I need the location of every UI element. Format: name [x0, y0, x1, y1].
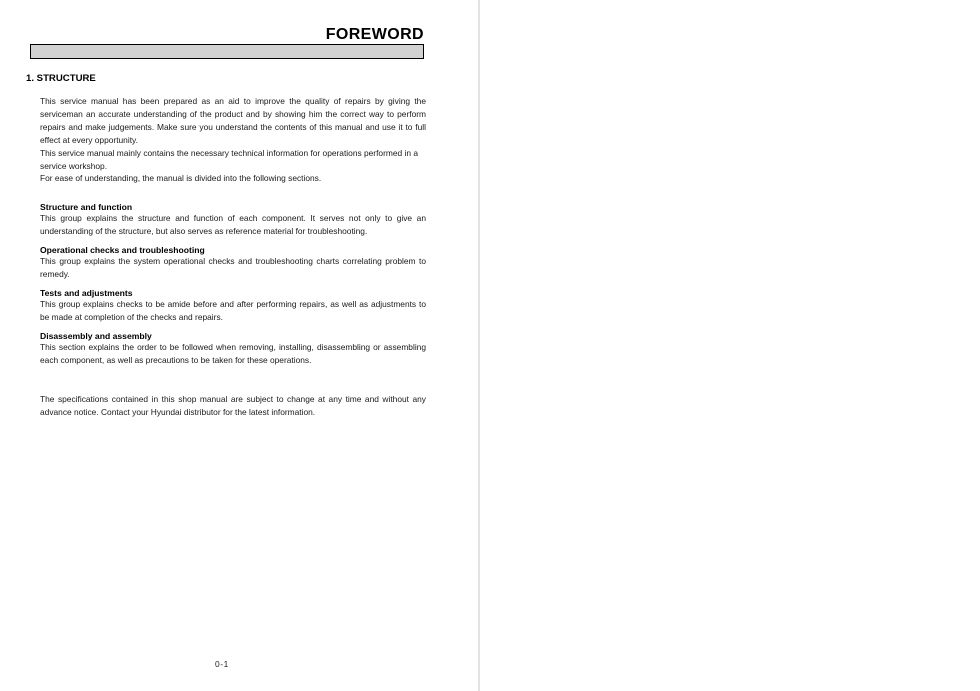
subsection-text-structure-function: This group explains the structure and function of each component. It serves not only to give an understanding of the structure, but also serves as reference material for troubleshooting.: [40, 213, 426, 237]
page-right: [480, 0, 980, 691]
header-rule-bar: [30, 44, 424, 59]
folio-left: 0-1: [215, 659, 229, 669]
subsection-text-operational-checks: This group explains the system operational checks and troubleshooting charts correlating problem to remedy.: [40, 256, 426, 280]
intro-paragraph-1: This service manual has been prepared as an aid to improve the quality of repairs by giving the serviceman an accurate understanding of the product and by showing him the correct way to perform repairs and make judgements. Make sure you understand the contents of this manual and use it to full effect at every opportunity.: [40, 96, 426, 145]
section-heading-structure: 1. STRUCTURE: [26, 73, 96, 84]
left-page-content: [26, 73, 426, 418]
subsection-text-tests-adjustments: This group explains checks to be amide before and after performing repairs, as well as adjustments to be made at completion of the checks and repairs.: [40, 298, 426, 322]
intro-paragraph-2: This service manual mainly contains the necessary technical information for operations performed in a service workshop.: [40, 147, 418, 171]
subsection-heading-structure-function: Structure and function: [40, 202, 133, 213]
closing-note: The specifications contained in this shop manual are subject to change at any time and without any advance notice. Contact your Hyundai distributor for the latest information.: [40, 393, 426, 417]
page-left: [0, 0, 478, 691]
intro-paragraph-3: For ease of understanding, the manual is divided into the following sections.: [40, 173, 322, 184]
page-title-foreword: FOREWORD: [325, 26, 424, 43]
subsection-heading-operational-checks: Operational checks and troubleshooting: [40, 245, 205, 256]
subsection-heading-tests-adjustments: Tests and adjustments: [40, 287, 133, 298]
subsection-text-disassembly-assembly: This section explains the order to be followed when removing, installing, disassembling or assembling each component, as well as precautions to be taken for these operations.: [40, 341, 426, 365]
subsection-heading-disassembly-assembly: Disassembly and assembly: [40, 330, 152, 341]
